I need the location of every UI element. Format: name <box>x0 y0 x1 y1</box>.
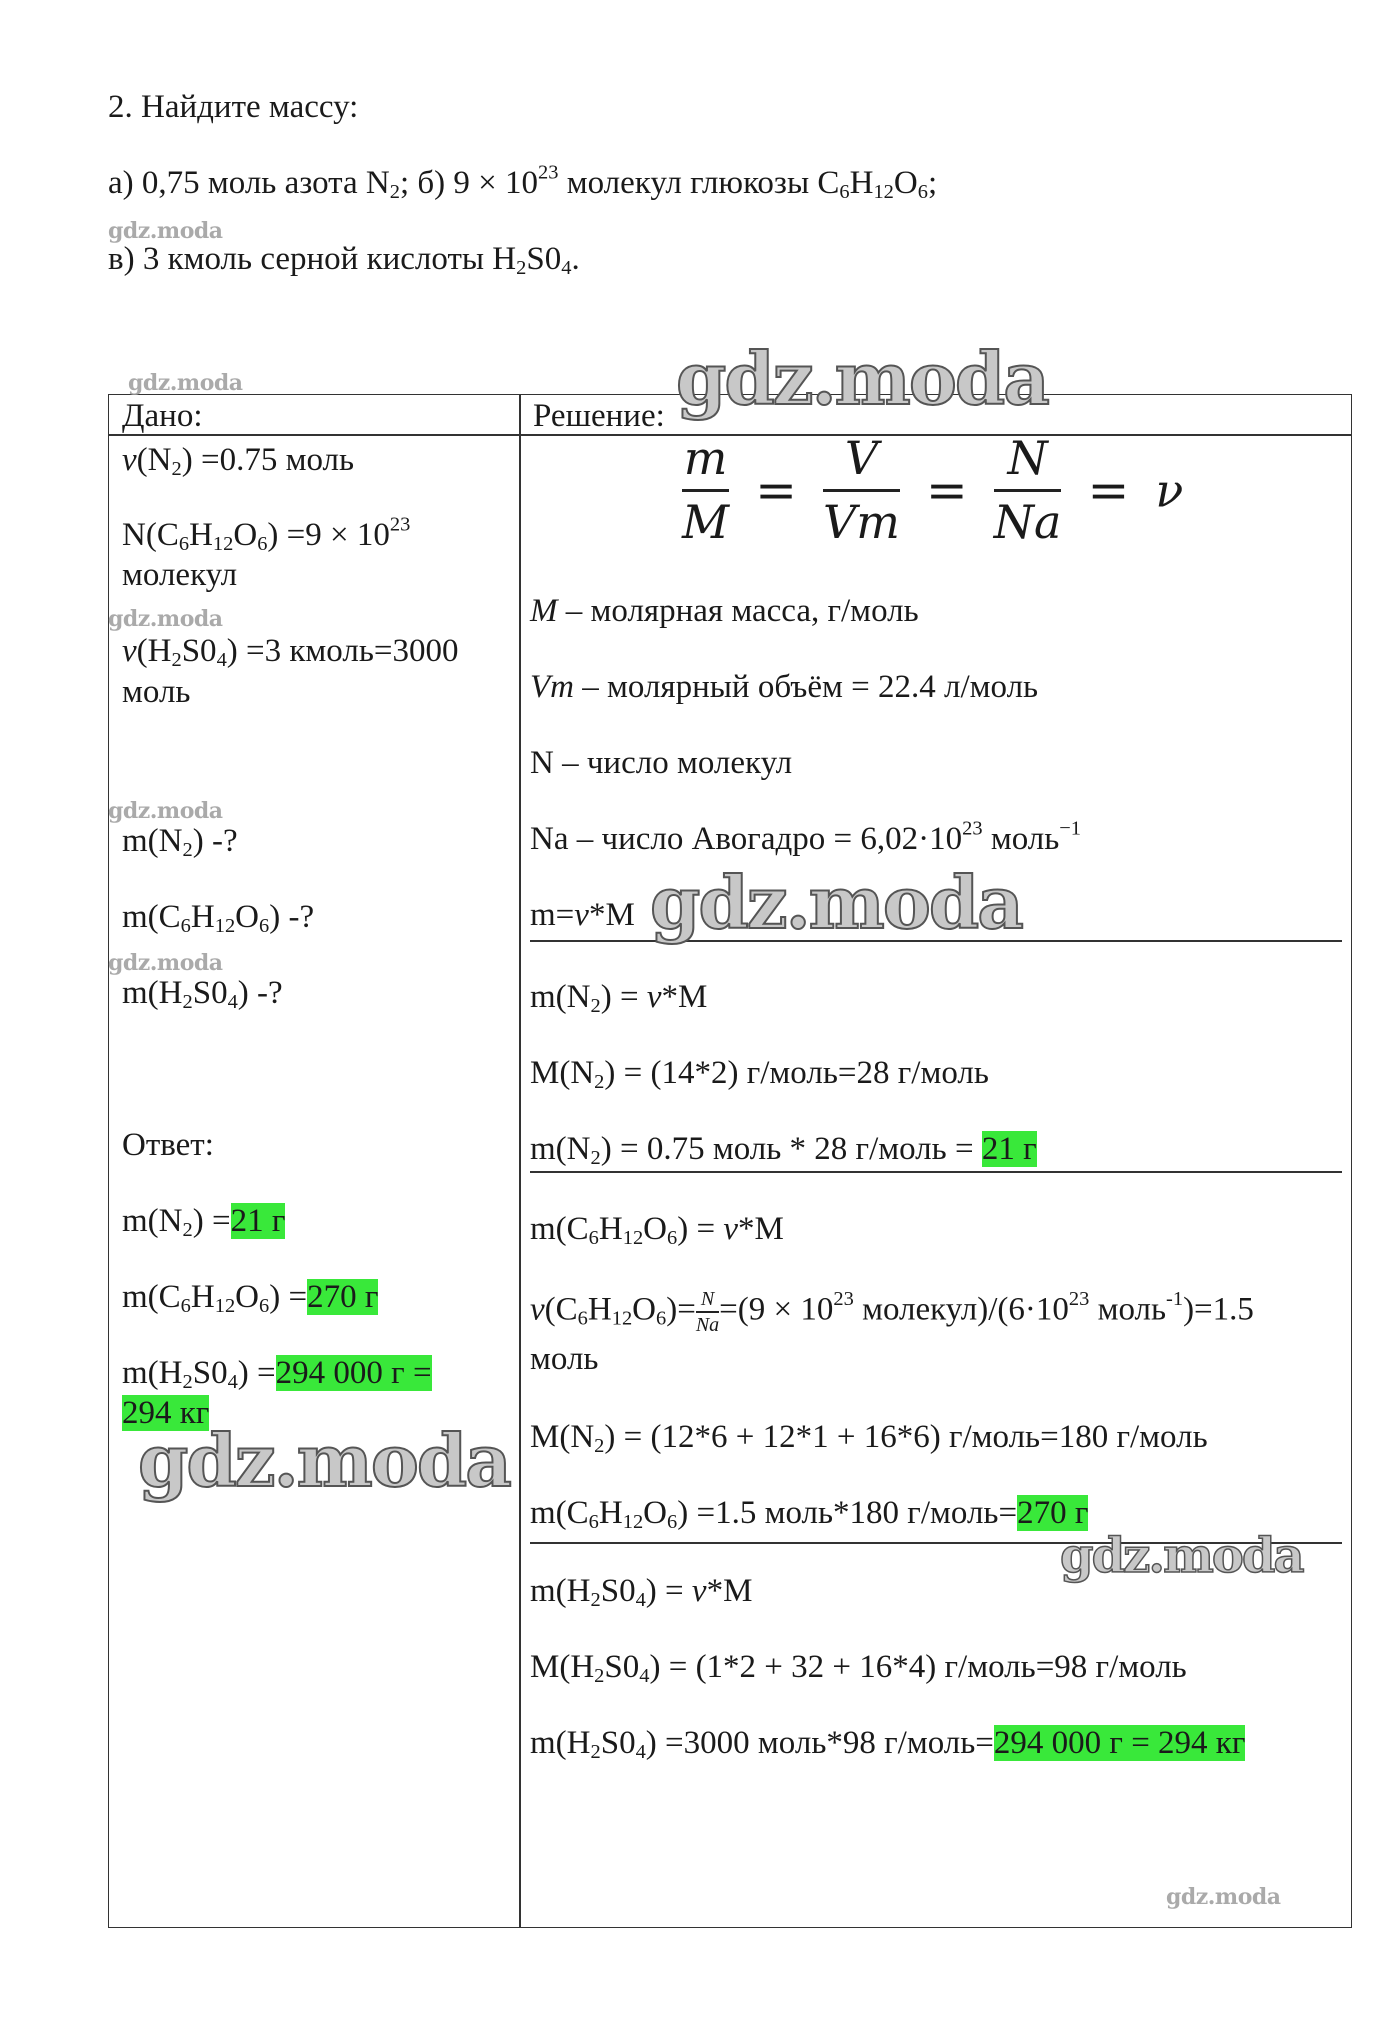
answer-highlight: 294 000 г = <box>275 1355 432 1391</box>
formula-m-over-M: $\frac{m}{M}$ <box>682 431 730 549</box>
result-highlight: 270 г <box>1017 1495 1089 1531</box>
fraction-N-over-Na: $\frac{N}{Na}$ <box>695 1288 720 1336</box>
given-nu-h2so4: $\nu(H_2S0_4) =3$ кмоль=3000 <box>122 633 459 672</box>
glucose-step-1: $m(C_6H_{12}O_6) = \nu*M$ <box>530 1211 784 1250</box>
watermark-logo: gdz.moda <box>108 606 223 632</box>
mass-formula: m=ν*M <box>530 897 635 933</box>
given-n-glucose: $N(C_6H_{12}O_6) =9 \times 10^{23}$ <box>122 513 411 556</box>
n2-step-2: $M(N_2) = (14*2)$ г/моль=28 г/моль <box>530 1055 989 1094</box>
watermark-logo: gdz.moda <box>128 370 243 396</box>
formula-N-over-Na: $\frac{N}{Na}$ <box>993 431 1062 549</box>
answer-highlight: 21 г <box>230 1203 286 1239</box>
task-line-a: а) 0,75 моль азота $N_2$; б) $9 \times 10^{23}$ молекул глюкозы $C_6H_{12}O_6$; <box>108 161 938 204</box>
glucose-step-2-wrap: моль <box>530 1341 599 1377</box>
watermark-logo-large: gdz.moda <box>650 860 1022 945</box>
given-nu-h2so4-unit: моль <box>122 674 191 710</box>
result-highlight: 294 000 г = 294 кг <box>993 1725 1246 1761</box>
question-m-glucose: $m(C_6H_{12}O_6)$ -? <box>122 899 315 938</box>
watermark-logo-large: gdz.moda <box>1060 1528 1303 1584</box>
watermark-logo-large: gdz.moda <box>676 336 1048 421</box>
def-molar-volume: Vm – молярный объём = 22.4 л/моль <box>530 669 1039 705</box>
n2-step-3: $m(N_2) = 0.75$ моль * 28 г/моль = 21 г <box>530 1131 1037 1170</box>
h2so4-step-3: $m(H_2S0_4) =3000$ моль*98 г/моль=294 000 г = 294 кг <box>530 1725 1246 1764</box>
result-highlight: 21 г <box>981 1131 1037 1167</box>
watermark-logo: gdz.moda <box>1166 1884 1281 1910</box>
answer-highlight: 270 г <box>307 1279 379 1315</box>
general-formula: $\frac{m}{M}$ = $\frac{V}{Vm}$ = $\frac{N}{Na}$ = ν <box>682 431 1184 549</box>
watermark-logo-large: gdz.moda <box>138 1418 510 1503</box>
answer-m-h2so4: $m(H_2S0_4) =294$ 000 г = <box>122 1355 432 1394</box>
def-number-molecules: N – число молекул <box>530 745 793 781</box>
glucose-step-4: $m(C_6H_{12}O_6) =1.5$ моль*180 г/моль=270 г <box>530 1495 1089 1534</box>
glucose-step-2: $\nu(C_6H_{12}O_6)=$ $\frac{N}{Na}$ $=(9 \times 10^{23}$ $молекул)/(6\cdot 10^{23}$ моль$^{-1}$)=1.5 <box>530 1288 1254 1336</box>
solution-header: Решение: <box>533 398 665 434</box>
answer-highlight: 294 кг <box>122 1395 210 1431</box>
watermark-logo: gdz.moda <box>108 218 223 244</box>
given-nu-n2: $\nu(N_2) =0.75$ моль <box>122 442 355 481</box>
def-avogadro: Na – число Авогадро = $6,02\cdot 10^{23}$ моль$^{-1}$ <box>530 817 1082 857</box>
h2so4-step-1: $m(H_2S0_4) = \nu*M$ <box>530 1573 753 1612</box>
h2so4-step-2: $M(H_2S0_4) = (1*2 + 32 + 16*4)$ г/моль=98 г/моль <box>530 1649 1187 1688</box>
given-header: Дано: <box>122 398 203 434</box>
n2-step-1: $m(N_2) = \nu*M$ <box>530 979 708 1018</box>
answer-m-glucose: $m(C_6H_{12}O_6) =270$ г <box>122 1279 379 1318</box>
solution-divider-2 <box>530 1171 1342 1173</box>
table-column-divider <box>519 394 521 1928</box>
answer-label: Ответ: <box>122 1127 214 1163</box>
formula-V-over-Vm: $\frac{V}{Vm}$ <box>823 431 900 549</box>
task-line-b: в) 3 кмоль серной кислоты $H_2S0_4$. <box>108 241 580 280</box>
glucose-step-3: $M(N_2) = (12*6 + 12*1 + 16*6)$ г/моль=180 г/моль <box>530 1419 1208 1458</box>
question-m-n2: $m(N_2)$ -? <box>122 823 238 862</box>
def-molar-mass: M – молярная масса, г/моль <box>530 593 919 629</box>
watermark-logo: gdz.moda <box>108 798 223 824</box>
given-n-glucose-unit: молекул <box>122 557 238 593</box>
watermark-logo: gdz.moda <box>108 950 223 976</box>
question-m-h2so4: $m(H_2S0_4)$ -? <box>122 975 283 1014</box>
answer-m-n2: $m(N_2) =21$ г <box>122 1203 286 1242</box>
task-title: 2. Найдите массу: <box>108 89 359 125</box>
